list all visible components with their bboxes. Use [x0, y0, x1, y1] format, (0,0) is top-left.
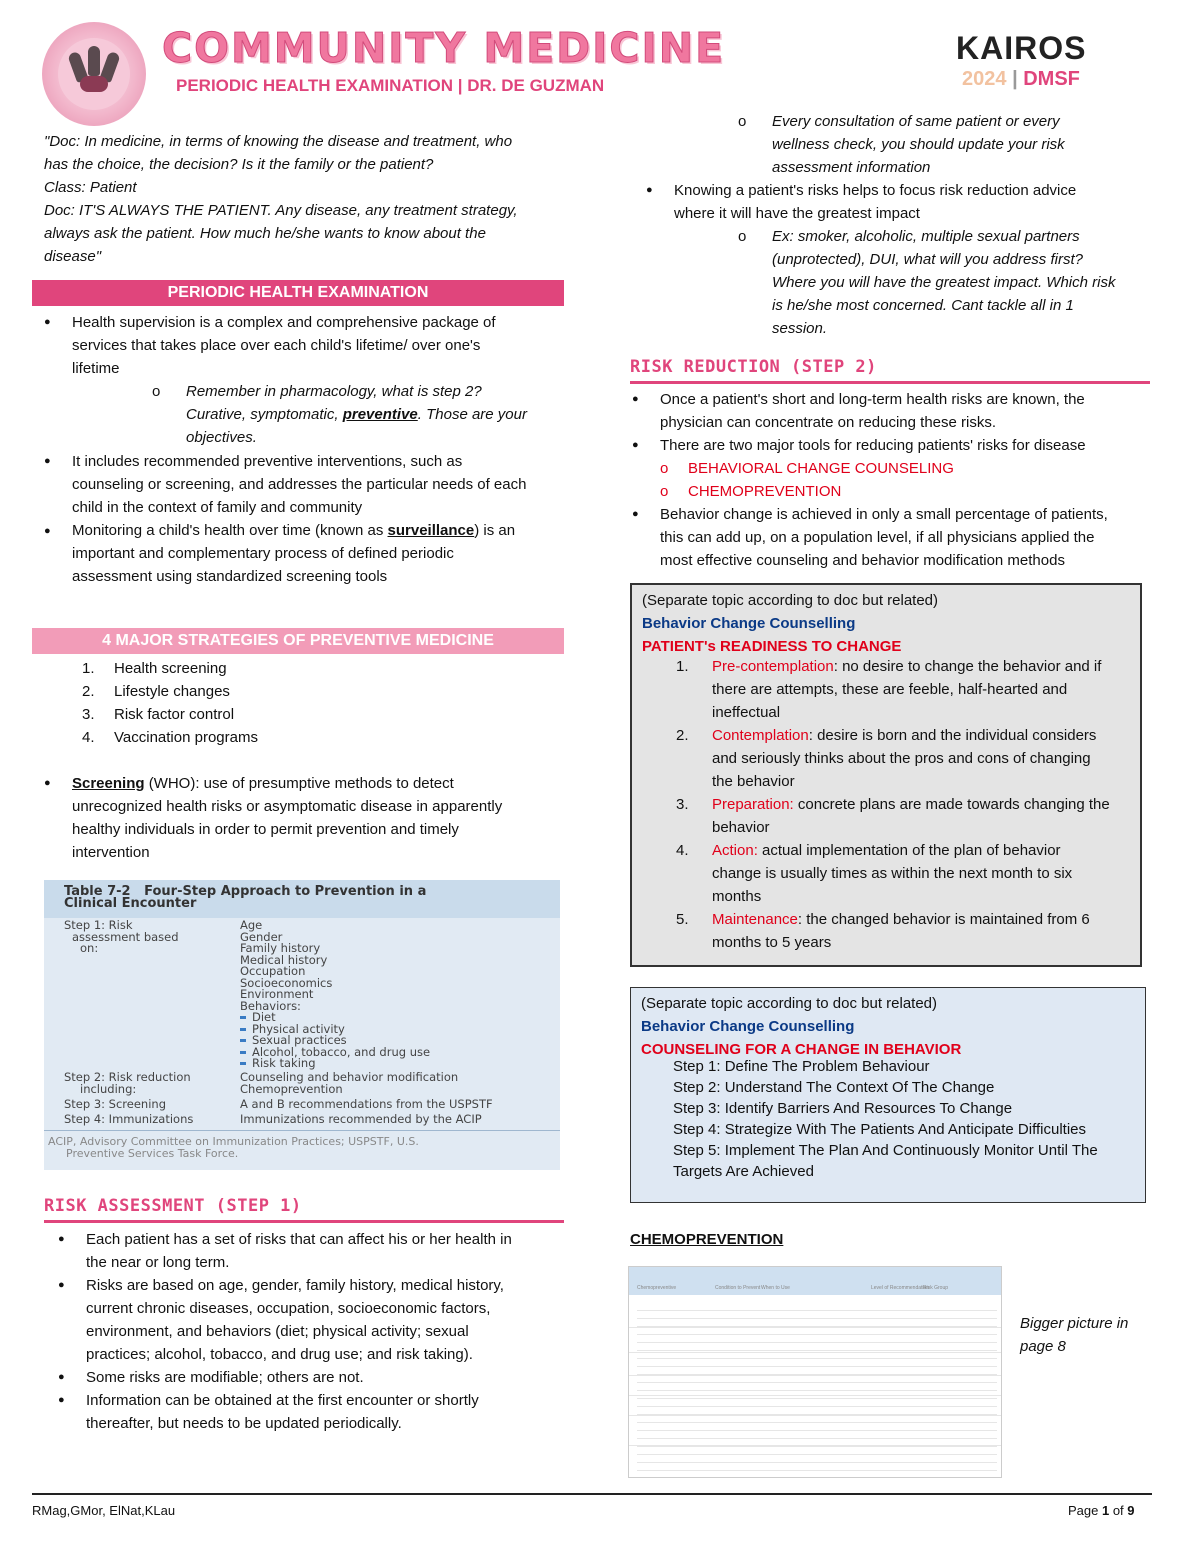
list-number: 4.: [82, 729, 95, 746]
screening-bullet: [72, 772, 562, 864]
list-number: 3.: [676, 796, 689, 813]
list-number: 1.: [676, 658, 689, 675]
step3-label: Step 3: Screening: [64, 1097, 167, 1111]
text-span: Alcohol, tobacco, and drug use: [252, 1044, 431, 1059]
text-line: Chemoprevention: [240, 1081, 343, 1096]
text-line: session.: [772, 320, 828, 337]
tool-behavioral-counseling: BEHAVIORAL CHANGE COUNSELING: [688, 460, 954, 477]
table-title-text: Clinical Encounter: [64, 895, 197, 911]
text-line: assessment based: [72, 929, 179, 944]
box-note: (Separate topic according to doc but related): [642, 592, 939, 609]
phe-sub-bullet: [186, 380, 566, 449]
list-text: Lifestyle changes: [114, 683, 230, 700]
box-subheading: PATIENT's READINESS TO CHANGE: [642, 638, 902, 655]
stage-term: Preparation:: [712, 796, 794, 813]
brand-logo: KAIROS: [956, 30, 1087, 66]
list-number: 4.: [676, 842, 689, 859]
table-title-text: Four-Step Approach to Prevention in a: [144, 884, 427, 899]
bullet-icon: ●: [44, 777, 51, 789]
text-line: Age: [240, 918, 263, 932]
risk-assessment-bullet-3: Some risks are modifiable; others are not.: [86, 1369, 364, 1386]
bullet-icon: ●: [632, 393, 639, 405]
list-item: [82, 726, 562, 749]
text-line: Medical history: [240, 952, 328, 967]
text-line: the behavior: [712, 773, 795, 790]
text-span: Sexual practices: [252, 1033, 347, 1047]
list-item: [82, 703, 562, 726]
table-title: [64, 886, 426, 909]
step1-items: [240, 920, 550, 1070]
text-line: unrecognized health risks or asymptomatic disease in apparently: [72, 798, 503, 815]
square-bullet-icon: [240, 1039, 246, 1042]
table-column-header: Level of Recommendation: [871, 1285, 930, 1291]
list-item: [240, 1058, 550, 1070]
step-item: Step 5: Implement The Plan And Continuously Monitor Until The: [673, 1142, 1098, 1159]
text-line: behavior: [712, 819, 770, 836]
page-title: COMMUNITY MEDICINE: [162, 24, 726, 72]
step-item: Targets Are Achieved: [673, 1163, 814, 1180]
quote-line: has the choice, the decision? Is it the family or the patient?: [44, 156, 434, 173]
text-line: Environment: [240, 987, 314, 1001]
text-span: : the changed behavior is maintained from 6: [797, 911, 1090, 928]
list-number: 1.: [82, 660, 95, 677]
text-line: [72, 772, 562, 795]
page-number: [1068, 1503, 1135, 1518]
table-column-header: Risk Group: [923, 1285, 949, 1291]
bullet-icon: ●: [632, 508, 639, 520]
emphasis-screening: Screening: [72, 775, 145, 792]
bullet-icon: ●: [58, 1371, 65, 1383]
text-line: Remember in pharmacology, what is step 2?: [186, 383, 482, 400]
text-line: including:: [80, 1081, 137, 1096]
bullet-icon: ●: [44, 525, 51, 537]
text-line: ineffectual: [712, 704, 781, 721]
text-span: actual implementation of the plan of behavior: [757, 842, 1061, 859]
stage-item: [676, 908, 1136, 954]
section-heading-chemoprevention: CHEMOPREVENTION: [630, 1231, 784, 1248]
counseling-steps-list: [673, 1056, 1139, 1182]
box-heading: Behavior Change Counselling: [641, 1018, 855, 1035]
list-number: 2.: [676, 727, 689, 744]
doctor-quote: [44, 130, 564, 268]
box-header: [641, 992, 1131, 1061]
readiness-to-change-box: [630, 583, 1142, 967]
text-line: Ex: smoker, alcoholic, multiple sexual partners: [772, 228, 1080, 245]
step4-label: Step 4: Immunizations: [64, 1112, 194, 1126]
text-span: concrete plans are made towards changing the: [793, 796, 1110, 813]
text-line: [72, 519, 562, 542]
table-number: Table 7-2: [64, 884, 131, 899]
text-line: Step 1: Risk: [64, 918, 133, 932]
circle-bullet-icon: o: [660, 483, 669, 500]
text-line: Risks are based on age, gender, family history, medical history,: [86, 1277, 504, 1294]
text-line: Once a patient's short and long-term health risks are known, the: [660, 391, 1085, 408]
box-note: (Separate topic according to doc but related): [641, 995, 938, 1012]
risk-focus-bullet: [674, 179, 1154, 225]
stage-item: [676, 839, 1136, 908]
text-line: Information can be obtained at the first encounter or shortly: [86, 1392, 479, 1409]
text-span: of: [1109, 1503, 1128, 1518]
risk-reduction-bullet-2: There are two major tools for reducing patients' risks for disease: [660, 437, 1086, 454]
text-line: current chronic diseases, occupation, socioeconomic factors,: [86, 1300, 491, 1317]
text-span: Physical activity: [252, 1021, 345, 1036]
step1-label: [64, 920, 224, 955]
text-line: Socioeconomics: [240, 975, 333, 990]
stage-item: [676, 655, 1136, 724]
text-line: Occupation: [240, 964, 306, 978]
text-line: assessment information: [772, 159, 931, 176]
text-line: ACIP, Advisory Committee on Immunization Practices; USPSTF, U.S.: [48, 1135, 419, 1148]
text-line: months: [712, 888, 762, 905]
readiness-stages-list: [676, 655, 1136, 954]
text-line: wellness check, you should update your risk: [772, 136, 1065, 153]
bullet-icon: ●: [646, 184, 653, 196]
risk-reduction-bullet-1: [660, 388, 1150, 434]
list-text: Health screening: [114, 660, 227, 677]
text-line: most effective counseling and behavior modification methods: [660, 552, 1065, 569]
text-line: Behavior change is achieved in only a small percentage of patients,: [660, 506, 1108, 523]
text-line: Where you will have the greatest impact. Which risk: [772, 274, 1116, 291]
text-line: counseling or screening, and addresses the particular needs of each: [72, 476, 527, 493]
stage-term: Pre-contemplation: [712, 658, 834, 675]
stage-term: Contemplation: [712, 727, 809, 744]
list-item: [82, 657, 562, 680]
bullet-icon: ●: [58, 1279, 65, 1291]
example-sub-bullet: [772, 225, 1152, 340]
counseling-steps-box: [630, 987, 1146, 1203]
step4-item: Immunizations recommended by the ACIP: [240, 1112, 482, 1126]
box-subheading: COUNSELING FOR A CHANGE IN BEHAVIOR: [641, 1041, 962, 1058]
square-bullet-icon: [240, 1051, 246, 1054]
quote-line: always ask the patient. How much he/she wants to know about the: [44, 225, 486, 242]
phe-bullet-3: [72, 519, 562, 588]
text-line: child in the context of family and community: [72, 499, 363, 516]
emphasis-preventive: preventive: [342, 406, 418, 423]
bullet-icon: ●: [58, 1394, 65, 1406]
stage-item: [676, 724, 1136, 793]
stage-term: Maintenance: [712, 911, 798, 928]
text-span: ) is an: [474, 522, 516, 539]
text-line: lifetime: [72, 360, 120, 377]
text-line: and seriously thinks about the pros and cons of changing: [712, 750, 1091, 767]
box-header: [642, 589, 1132, 658]
bullet-icon: ●: [44, 455, 51, 467]
text-span: Page: [1068, 1503, 1102, 1518]
list-text: Vaccination programs: [114, 729, 258, 746]
text-line: Gender: [240, 929, 283, 944]
step-item: Step 1: Define The Problem Behaviour: [673, 1058, 930, 1075]
text-line: on:: [80, 941, 99, 955]
list-number: 5.: [676, 911, 689, 928]
list-number: 3.: [82, 706, 95, 723]
text-line: healthy individuals in order to permit prevention and timely: [72, 821, 459, 838]
step2-label: [64, 1072, 244, 1095]
step3-item: A and B recommendations from the USPSTF: [240, 1097, 493, 1111]
text-span: : desire is born and the individual considers: [808, 727, 1097, 744]
text-span: Curative, symptomatic,: [186, 406, 343, 423]
tool-chemoprevention: CHEMOPREVENTION: [688, 483, 842, 500]
circle-bullet-icon: o: [738, 113, 747, 130]
text-line: change is usually times as within the next month to six: [712, 865, 1073, 882]
brand-separator: |: [1012, 68, 1018, 90]
bigger-picture-note: [1020, 1312, 1150, 1358]
list-text: Risk factor control: [114, 706, 235, 723]
brand-school: DMSF: [1023, 68, 1080, 90]
risk-reduction-bullet-3: [660, 503, 1150, 572]
quote-line: "Doc: In medicine, in terms of knowing the disease and treatment, who: [44, 133, 513, 150]
current-page: 1: [1101, 1503, 1110, 1518]
text-span: Monitoring a child's health over time (known as: [72, 522, 388, 539]
list-number: 2.: [82, 683, 95, 700]
step-item: Step 3: Identify Barriers And Resources To Change: [673, 1100, 1013, 1117]
circle-bullet-icon: o: [660, 460, 669, 477]
text-line: (unprotected), DUI, what will you address first?: [772, 251, 1083, 268]
text-line: Every consultation of same patient or every: [772, 113, 1060, 130]
bullet-icon: ●: [632, 439, 639, 451]
section-heading-phe: PERIODIC HEALTH EXAMINATION: [32, 280, 564, 306]
quote-line: disease": [44, 248, 102, 265]
quote-line: Doc: IT'S ALWAYS THE PATIENT. Any disease, any treatment strategy,: [44, 202, 518, 219]
text-line: is he/she most concerned. Cant tackle all in 1: [772, 297, 1074, 314]
step2-items: [240, 1072, 550, 1095]
section-heading-risk-reduction: RISK REDUCTION (STEP 2): [630, 357, 877, 377]
risk-assessment-bullet-1: [86, 1228, 566, 1274]
text-line: Bigger picture in: [1020, 1315, 1129, 1332]
table-four-step-approach: [44, 880, 560, 1170]
step-item: Step 2: Understand The Context Of The Change: [673, 1079, 995, 1096]
box-heading: Behavior Change Counselling: [642, 615, 856, 632]
table-column-header: Condition to Prevent: [715, 1285, 761, 1291]
text-span: . Those are your: [417, 406, 527, 423]
text-span: Diet: [252, 1010, 276, 1024]
text-line: environment, and behaviors (diet; physical activity; sexual: [86, 1323, 469, 1340]
risk-assessment-bullet-2: [86, 1274, 566, 1366]
section-heading-risk-assessment: RISK ASSESSMENT (STEP 1): [44, 1196, 302, 1216]
bullet-icon: ●: [44, 316, 51, 328]
emphasis-surveillance: surveillance: [387, 522, 475, 539]
phe-bullet-2: [72, 450, 562, 519]
heading-underline: [44, 1220, 564, 1223]
footer-authors: RMag,GMor, ElNat,KLau: [32, 1503, 176, 1518]
table-column-header: Chemopreventive: [637, 1285, 677, 1291]
heading-underline: [630, 381, 1150, 384]
text-line: Counseling and behavior modification: [240, 1070, 459, 1084]
text-line: where it will have the greatest impact: [674, 205, 920, 222]
text-line: this can add up, on a population level, if all physicians applied the: [660, 529, 1095, 546]
text-line: there are attempts, these are feeble, half-hearted and: [712, 681, 1068, 698]
total-pages: 9: [1127, 1503, 1135, 1518]
brand-tagline: [962, 68, 1080, 91]
text-line: services that takes place over each child's lifetime/ over one's: [72, 337, 481, 354]
text-span: : no desire to change the behavior and if: [833, 658, 1102, 675]
text-line: Behaviors:: [240, 998, 301, 1013]
square-bullet-icon: [240, 1016, 246, 1019]
text-line: physician can concentrate on reducing these risks.: [660, 414, 997, 431]
text-line: assessment using standardized screening tools: [72, 568, 388, 585]
phe-bullet-1: [72, 311, 562, 380]
circle-bullet-icon: o: [738, 228, 747, 245]
stage-item: [676, 793, 1136, 839]
chemoprevention-table-image: [628, 1266, 1002, 1478]
square-bullet-icon: [240, 1062, 246, 1065]
section-heading-strategies: 4 MAJOR STRATEGIES OF PREVENTIVE MEDICINE: [32, 628, 564, 654]
text-line: page 8: [1020, 1338, 1066, 1355]
text-line: objectives.: [186, 429, 257, 446]
text-line: [186, 403, 566, 426]
table-text-lines: [637, 1303, 997, 1471]
text-line: Knowing a patient's risks helps to focus risk reduction advice: [674, 182, 1077, 199]
brand-year: 2024: [962, 68, 1007, 90]
text-line: intervention: [72, 844, 150, 861]
text-line: Preventive Services Task Force.: [66, 1146, 239, 1160]
text-line: Step 2: Risk reduction: [64, 1070, 191, 1084]
risk-assessment-bullet-4: [86, 1389, 566, 1435]
stage-term: Action:: [712, 842, 758, 859]
bullet-icon: ●: [58, 1233, 65, 1245]
list-item: [82, 680, 562, 703]
page-subtitle: PERIODIC HEALTH EXAMINATION | DR. DE GUZMAN: [176, 76, 605, 95]
text-span: (WHO): use of presumptive methods to detect: [144, 775, 454, 792]
step-item: Step 4: Strategize With The Patients And Anticipate Difficulties: [673, 1121, 1087, 1138]
text-line: Health supervision is a complex and comprehensive package of: [72, 314, 496, 331]
hands-logo-icon: [42, 22, 146, 126]
text-span: Risk taking: [252, 1056, 316, 1070]
quote-line: Class: Patient: [44, 179, 137, 196]
text-line: Family history: [240, 941, 321, 955]
logo-inner: [58, 38, 130, 110]
square-bullet-icon: [240, 1028, 246, 1031]
text-line: It includes recommended preventive interventions, such as: [72, 453, 463, 470]
text-line: practices; alcohol, tobacco, and drug use; and risk taking).: [86, 1346, 473, 1363]
circle-bullet-icon: o: [152, 383, 161, 400]
text-line: thereafter, but needs to be updated periodically.: [86, 1415, 402, 1432]
text-line: important and complementary process of defined periodic: [72, 545, 454, 562]
update-risk-sub-bullet: [772, 110, 1152, 179]
text-line: months to 5 years: [712, 934, 832, 951]
table-footnote: [48, 1136, 419, 1159]
table-column-header: When to Use: [761, 1285, 790, 1291]
strategies-list: [82, 657, 562, 749]
text-line: the near or long term.: [86, 1254, 230, 1271]
text-line: Each patient has a set of risks that can affect his or her health in: [86, 1231, 512, 1248]
table-divider: [44, 1130, 560, 1131]
footer-divider: [32, 1493, 1152, 1495]
